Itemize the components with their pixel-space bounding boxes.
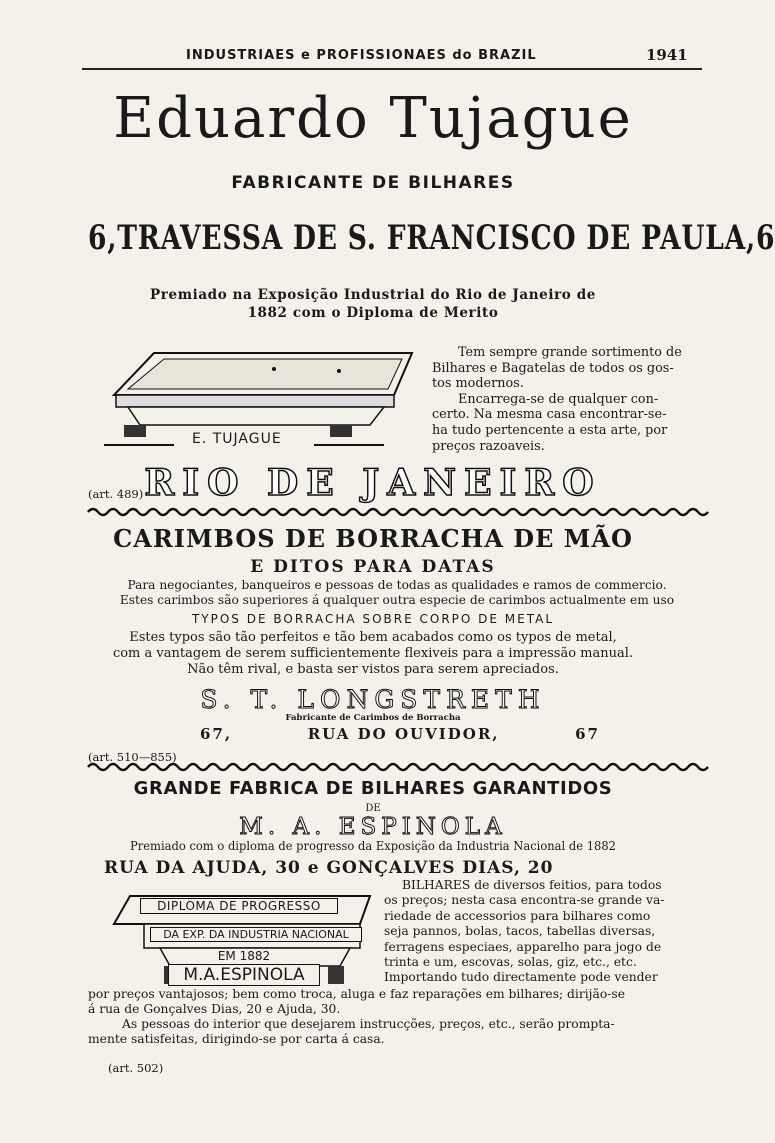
ad3-title: GRANDE FABRICA DE BILHARES GARANTIDOS [133, 778, 613, 799]
ad2-address-number-left: 67, [200, 725, 233, 743]
ad1-desc-line: Bilhares e Bagatelas de todos os gos- [432, 360, 674, 376]
ad2-types-line: com a vantagem de serem sufficientemente flexiveis para a impressão manual. [112, 646, 634, 661]
ad3-right-line: BILHARES de diversos feitios, para todos [402, 878, 662, 892]
ad2-body-line: Para negociantes, banqueiros e pessoas de todas as qualidades e ramos de commercio. [127, 578, 667, 592]
ad2-address-number-right: 67 [575, 725, 600, 743]
ad1-address-number-left: 6, [88, 218, 118, 258]
ad3-award: Premiado com o diploma de progresso da Exposição da Industria Nacional de 1882 [130, 838, 616, 853]
ad3-right-line: seja pannos, bolas, tacos, tabellas diversas, [384, 924, 656, 939]
ad1-desc-line: Encarrega-se de qualquer con- [458, 391, 659, 407]
ad3-full-line: mente satisfeitas, dirigindo-se por carta á casa. [88, 1032, 385, 1046]
ad3-full-line: As pessoas do interior que desejarem instrucções, preços, etc., serão prompta- [122, 1017, 615, 1031]
ad1-desc-line: Tem sempre grande sortimento de [458, 345, 682, 360]
ad1-desc-line: certo. Na mesma casa encontrar-se- [432, 407, 667, 423]
ad3-right-line: trinta e um, escovas, solas, giz, etc., etc. [384, 955, 637, 970]
wavy-divider [88, 762, 708, 772]
wavy-divider [88, 507, 708, 517]
running-title: INDUSTRIAES e PROFISSIONAES do BRAZIL [186, 48, 537, 63]
ad1-trade: FABRICANTE DE BILHARES [231, 173, 515, 193]
ad2-maker: S. T. LONGSTRETH [200, 685, 546, 714]
ad3-right-text [384, 878, 664, 986]
ad3-table-label: M.A.ESPINOLA [168, 964, 320, 986]
ad1-ref: (art. 489) [88, 487, 144, 501]
ad2-maker-trade: Fabricante de Carimbos de Borracha [285, 713, 461, 723]
ad3-table-label: DA EXP. DA INDUSTRIA NACIONAL [150, 927, 362, 942]
ad3-right-line: Importando tudo directamente pode vender [384, 970, 658, 985]
ad3-right-line: ferragens especiaes, apparelho para jogo de [384, 939, 662, 954]
ad2-types [0, 630, 746, 678]
ad1-address-street: TRAVESSA DE S. FRANCISCO DE PAULA, [117, 218, 757, 258]
ad1-table-label: E. TUJAGUE [192, 431, 282, 447]
ad1-city: RIO DE JANEIRO [144, 462, 602, 504]
ad3-right-line: os preços; nesta casa encontra-se grande va- [384, 893, 665, 908]
ad2-types-line: Estes typos são tão perfeitos e tão bem acabados como os typos de metal, [129, 630, 617, 645]
ad2-subtitle: E DITOS PARA DATAS [250, 557, 496, 577]
ad1-address-number-right: 6 [756, 218, 775, 258]
ad1-description [432, 345, 682, 454]
ad1-address [88, 218, 775, 258]
page-number: 1941 [646, 46, 688, 64]
ad3-full-line: á rua de Gonçalves Dias, 20 e Ajuda, 30. [88, 1002, 341, 1016]
ad1-desc-line: ha tudo pertencente a esta arte, por [432, 422, 668, 438]
ad1-name: Eduardo Tujague [113, 86, 633, 151]
ad3-right-line: riedade de accessorios para bilhares como [384, 908, 651, 923]
ad3-full-line: por preços vantajosos; bem como troca, aluga e faz reparações em bilhares; dirijão-se [88, 987, 625, 1001]
ad2-body [82, 578, 712, 608]
header-rule [82, 68, 702, 70]
ad2-body-line: Estes carimbos são superiores á qualquer outra especie de carimbos actualmente em uso [119, 593, 675, 607]
ad2-title: CARIMBOS DE BORRACHA DE MÃO [113, 524, 633, 553]
ad3-full-text [88, 987, 728, 1047]
ad2-address-street: RUA DO OUVIDOR, [307, 725, 500, 743]
ad2-types-heading: TYPOS DE BORRACHA SOBRE CORPO DE METAL [191, 612, 555, 626]
ad3-address: RUA DA AJUDA, 30 e GONÇALVES DIAS, 20 [104, 858, 554, 878]
ad3-table-label: EM 1882 [217, 949, 271, 963]
ad2-ref: (art. 510—855) [88, 750, 177, 764]
ad3-table-label: DIPLOMA DE PROGRESSO [140, 898, 338, 914]
ad3-de: DE [365, 803, 381, 814]
ad3-ref: (art. 502) [108, 1061, 164, 1075]
ad1-desc-line: preços razoaveis. [432, 438, 545, 454]
ad2-address [200, 725, 600, 743]
ad1-award-line2: 1882 com o Diploma de Merito [247, 305, 499, 321]
ad2-types-line: Não têm rival, e basta ser vistos para serem apreciados. [187, 662, 559, 677]
ad1-award-line1: Premiado na Exposição Industrial do Rio de Janeiro de [150, 287, 596, 303]
ad3-maker: M. A. ESPINOLA [239, 814, 507, 840]
ad1-desc-line: tos modernos. [432, 376, 524, 392]
